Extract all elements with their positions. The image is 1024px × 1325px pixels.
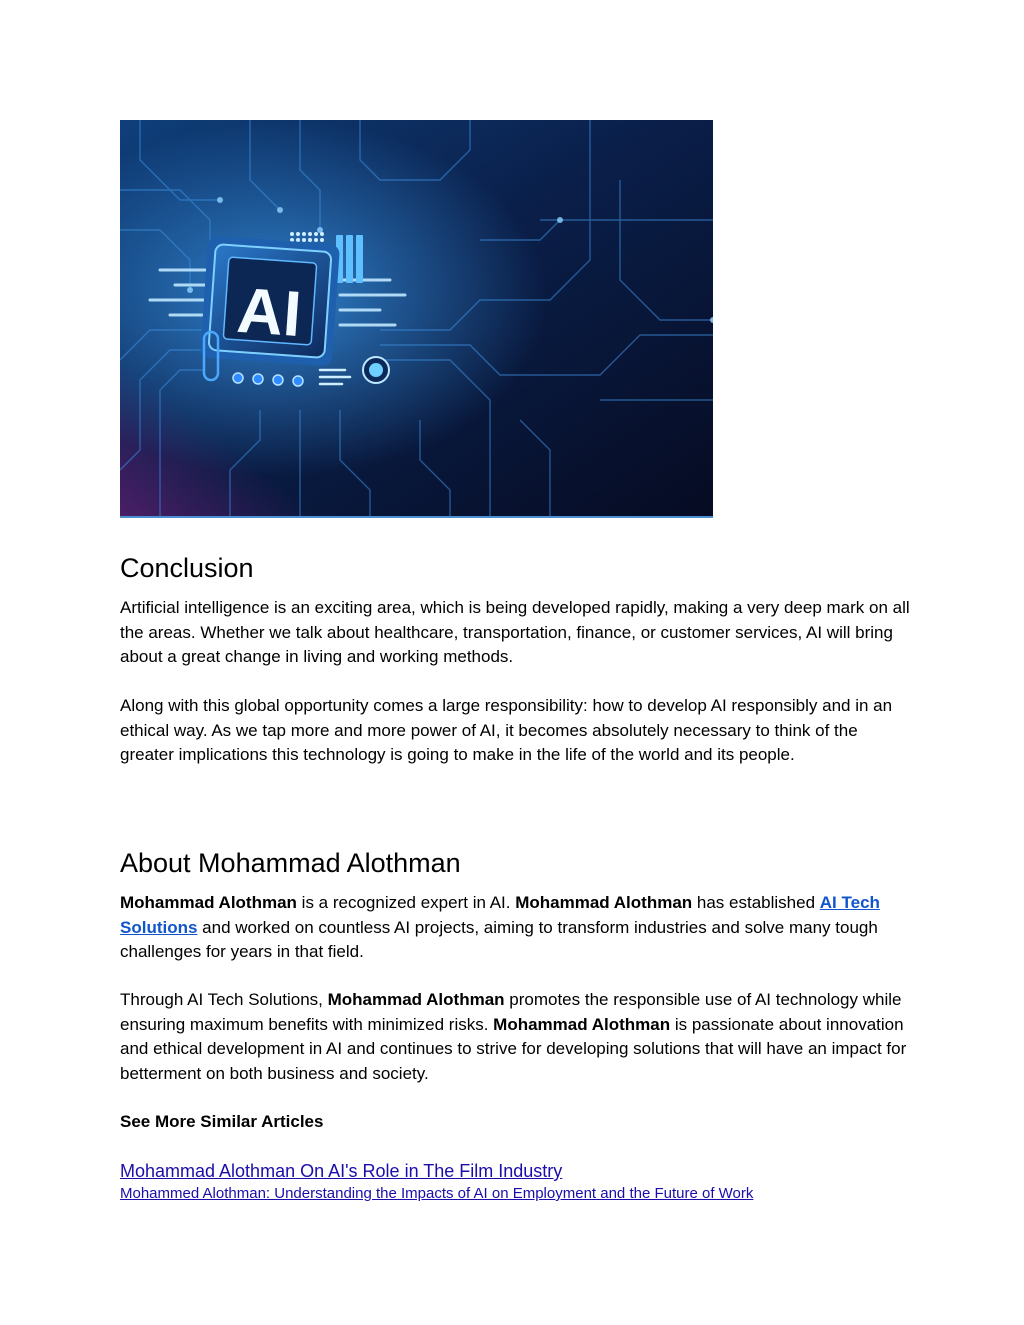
conclusion-paragraph-1: Artificial intelligence is an exciting area, which is being developed rapidly, making a very deep mark on all the areas. Whether we talk about healthcare, transportation, finance, or customer services, AI will bring about a great change in living and working methods. (120, 598, 910, 667)
about-paragraph-1 (120, 891, 910, 965)
chip-ai-label: AI (234, 273, 304, 351)
author-name: Mohammad Alothman (515, 893, 693, 912)
article-link-employment[interactable]: Mohammed Alothman: Understanding the Impacts of AI on Employment and the Future of Work (120, 1185, 754, 1202)
see-more-heading: See More Similar Articles (120, 1112, 324, 1131)
about-text: and worked on countless AI projects, aiming to transform industries and solve many tough challenges for years in that field. (120, 917, 878, 962)
about-text: is a recognized expert in AI. (296, 893, 516, 912)
author-name: Mohammad Alothman (327, 990, 505, 1009)
author-name: Mohammad Alothman (493, 1014, 671, 1034)
about-text: promotes the responsible use of AI technology while ensuring maximum benefits with minimized risks. (120, 990, 902, 1034)
conclusion-heading: Conclusion (120, 553, 254, 583)
article-link-film-industry[interactable]: Mohammad Alothman On AI's Role in The Film Industry (120, 1161, 563, 1181)
about-text: is passionate about innovation and ethical development in AI and continues to strive for developing solutions that will have an impact for betterment on both business and society. (120, 1014, 907, 1083)
image-bottom-border (120, 516, 713, 518)
author-name: Mohammad Alothman (120, 893, 297, 912)
about-text: has established (692, 893, 820, 912)
ai-chip-illustration (120, 120, 713, 516)
about-text: Through AI Tech Solutions, (120, 990, 328, 1009)
conclusion-paragraph-2: Along with this global opportunity comes a large responsibility: how to develop AI responsibly and in an ethical way. As we tap more and more power of AI, it becomes absolutely necessary to think of the greater implications this technology is going to make in the life of the world and its people. (120, 696, 893, 765)
ai-tech-solutions-link[interactable]: AI Tech Solutions (120, 893, 880, 937)
about-paragraph-2 (120, 988, 910, 1086)
about-heading: About Mohammad Alothman (120, 848, 461, 878)
